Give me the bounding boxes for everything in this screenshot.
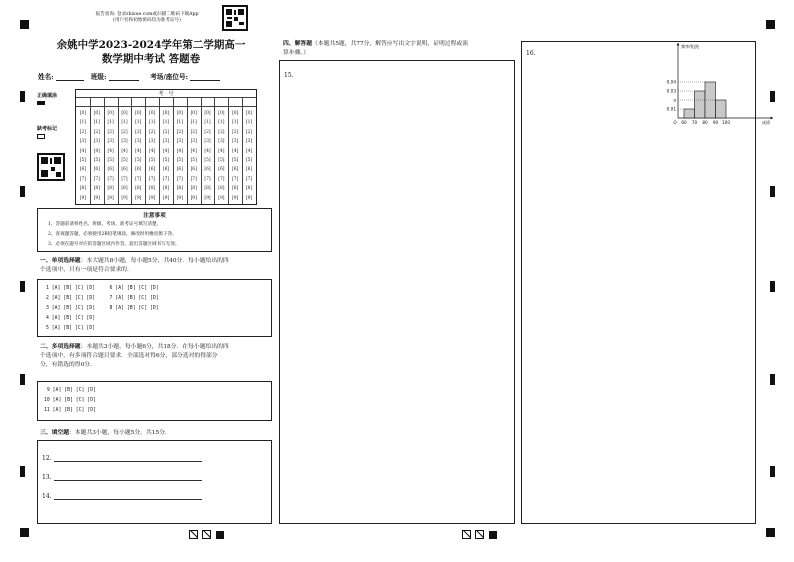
x-tick-label: 100 [722, 120, 730, 125]
correct-fill-sample [37, 101, 45, 105]
page-check-icon [202, 530, 211, 539]
room-field[interactable] [190, 73, 220, 81]
page-title [28, 38, 274, 66]
exam-digit-column[interactable]: [0] [1] [2] [3] [4] [5] [6] [7] [8] [9] [190, 111, 197, 201]
section1-heading: 一、单项选择题 [40, 258, 81, 264]
timing-mark [766, 528, 775, 537]
q16-label: 16. [526, 50, 536, 57]
exam-digit-column[interactable]: [0] [1] [2] [3] [4] [5] [6] [7] [8] [9] [245, 111, 253, 201]
exam-digit-column[interactable]: [0] [1] [2] [3] [4] [5] [6] [7] [8] [9] [204, 111, 211, 201]
histogram-bar [695, 91, 706, 118]
histogram-bar [684, 109, 695, 118]
app-note [72, 12, 222, 24]
x-tick-label: 70 [691, 120, 698, 125]
exam-digit-column[interactable]: [0] [1] [2] [3] [4] [5] [6] [7] [8] [9] [93, 111, 100, 201]
student-info-row [38, 71, 220, 81]
side-mark [20, 91, 25, 102]
q15-answer-box[interactable] [279, 60, 515, 524]
name-field[interactable] [56, 73, 84, 81]
timing-mark [766, 20, 775, 29]
notes-title: 注意事项 [143, 213, 166, 219]
histogram-bar [716, 100, 727, 118]
side-mark [20, 281, 25, 292]
section4-heading: 四、解答题 [283, 41, 312, 47]
q12-answer-line[interactable] [54, 461, 202, 462]
section3-desc: 三、填空题：本题共3小题，每小题5分，共15分. [40, 430, 167, 436]
exam-number-header: 考 号 [76, 90, 256, 98]
timing-mark [20, 20, 29, 29]
page-check-icon [462, 530, 471, 539]
choice-row[interactable]: 11 [A] [B] [C] [D] [44, 408, 96, 413]
choice-row[interactable]: 1 [A] [B] [C] [D] 6 [A] [B] [C] [D] [46, 286, 159, 291]
room-label: 考场/座位号: [150, 73, 189, 81]
side-mark [20, 466, 25, 477]
exam-digit-column[interactable]: [0] [1] [2] [3] [4] [5] [6] [7] [8] [9] [176, 111, 183, 201]
page-check-icon [475, 530, 484, 539]
exam-number-grid [75, 89, 257, 205]
q13-answer-line[interactable] [54, 480, 202, 481]
q13-label: 13. [42, 474, 52, 481]
x-axis-label: 成绩 [761, 120, 771, 125]
choice-row[interactable]: 9 [A] [B] [C] [D] [44, 388, 96, 393]
section2-answer-box [37, 381, 272, 421]
app-note-line1: 报告查询: 登录zhixue.com或扫描二维码下载App [95, 12, 199, 17]
q12-label: 12. [42, 455, 52, 462]
app-note-line2: (用户名和初始密码均为准考证号) [113, 18, 181, 23]
choice-row[interactable]: 10 [A] [B] [C] [D] [44, 398, 96, 403]
choice-row[interactable]: 5 [A] [B] [C] [D] [46, 326, 96, 331]
y-tick-label: 0.04 [666, 79, 676, 85]
class-label: 班级: [90, 73, 107, 81]
notes-box [37, 208, 272, 252]
section3-answer-box [37, 440, 272, 524]
q14-label: 14. [42, 493, 52, 500]
side-mark [770, 281, 775, 292]
notes-item-3: 3、必须在题号对应的答题区域内作答，超出答题区域书写无效。 [48, 242, 180, 247]
choice-row[interactable]: 2 [A] [B] [C] [D] 7 [A] [B] [C] [D] [46, 296, 159, 301]
exam-digit-column[interactable]: [0] [1] [2] [3] [4] [5] [6] [7] [8] [9] [149, 111, 156, 201]
exam-digit-column[interactable]: [0] [1] [2] [3] [4] [5] [6] [7] [8] [9] [79, 111, 87, 201]
section1-answer-box [37, 279, 272, 337]
exam-digit-column[interactable]: [0] [1] [2] [3] [4] [5] [6] [7] [8] [9] [121, 111, 128, 201]
x-tick-label: 80 [702, 120, 708, 125]
y-axis-label: 频率/组距 [681, 44, 700, 49]
x-tick-label: 60 [681, 120, 687, 125]
qr-code-icon [222, 5, 248, 31]
y-tick-label: a [673, 97, 676, 103]
class-field[interactable] [109, 73, 139, 81]
title-line2: 数学期中考试 答题卷 [101, 53, 201, 65]
section3-heading: 三、填空题 [40, 430, 69, 436]
exam-digit-column[interactable]: [0] [1] [2] [3] [4] [5] [6] [7] [8] [9] [232, 111, 239, 201]
q15-label: 15. [284, 72, 294, 79]
barcode-qr-icon [37, 153, 65, 181]
timing-mark [20, 528, 29, 537]
section4-desc: 四、解答题（本题共5题，共77分，解答应写出文字说明、证明过程或演 算步骤。） [283, 41, 468, 56]
x-tick-label: 90 [712, 120, 719, 125]
x-tick-label: O [673, 120, 677, 125]
exam-digit-column[interactable]: [0] [1] [2] [3] [4] [5] [6] [7] [8] [9] [135, 111, 142, 201]
side-mark [20, 186, 25, 197]
notes-item-1: 1、答题前请将姓名、班级、考场、准考证号填写清楚。 [48, 222, 162, 227]
choice-row[interactable]: 4 [A] [B] [C] [D] [46, 316, 96, 321]
histogram-chart [660, 40, 778, 126]
title-line1: 余姚中学2023-2024学年第二学期高一 [56, 39, 246, 51]
section2-desc: 二、多项选择题：本题共3小题，每小题6分，共18分．在每小题给出的四 个选项中，有多项符合题目要求．全部选对得6分，部分选对的得部分 分，有错选的得0分. [40, 344, 229, 368]
section2-heading: 二、多项选择题 [40, 344, 81, 350]
name-label: 姓名: [38, 73, 54, 81]
side-mark [770, 466, 775, 477]
side-mark [770, 374, 775, 385]
exam-digit-column[interactable]: [0] [1] [2] [3] [4] [5] [6] [7] [8] [9] [218, 111, 225, 201]
choice-row[interactable]: 3 [A] [B] [C] [D] 8 [A] [B] [C] [D] [46, 306, 159, 311]
side-mark [770, 186, 775, 197]
page-square-icon [489, 531, 497, 539]
q14-answer-line[interactable] [54, 499, 202, 500]
exam-digit-column[interactable]: [0] [1] [2] [3] [4] [5] [6] [7] [8] [9] [107, 111, 114, 201]
y-tick-label: 0.01 [666, 106, 676, 112]
section1-desc: 一、单项选择题：本大题共8小题，每小题5分，共40分．每小题给出的四 个选项中，只有一项是符合要求的. [40, 258, 229, 273]
absent-mark-box[interactable] [37, 134, 45, 139]
absent-mark-label: 缺考标记 [37, 126, 58, 132]
notes-item-2: 2、客观题答题，必须使用2B铅笔填涂，修改时用橡皮擦干净。 [48, 232, 177, 237]
exam-digit-column[interactable]: [0] [1] [2] [3] [4] [5] [6] [7] [8] [9] [162, 111, 170, 201]
page-check-icon [189, 530, 198, 539]
side-mark [20, 374, 25, 385]
y-tick-label: 0.03 [666, 88, 676, 94]
page-square-icon [216, 531, 224, 539]
correct-fill-label: 正确填涂 [37, 93, 58, 99]
